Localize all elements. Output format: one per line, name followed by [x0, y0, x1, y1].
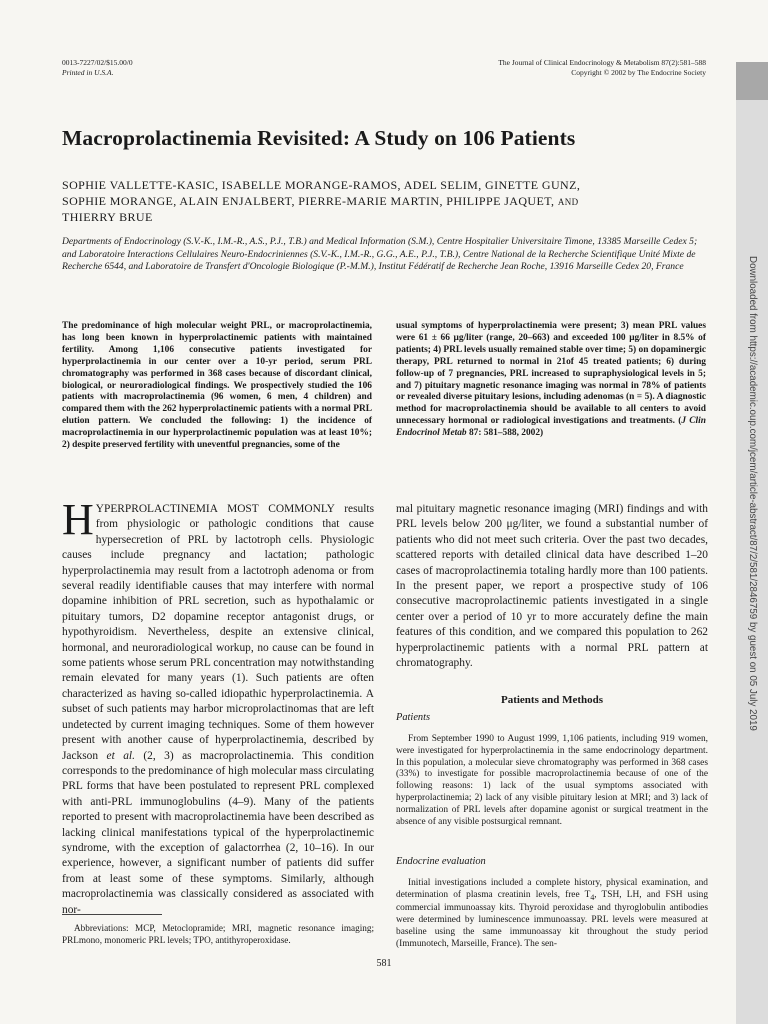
abstract-left: The predominance of high molecular weight PRL, or macroprolactinemia, has long been known in hyperprolactinemic patients with maintained fertility. Among 1,106 consecutive patients investigated for hyperprolactinemia in our center over a 10-yr period, serum PRL chromatography was performed in 368 cases because of discordant clinical, biological, or neuroradiological findings. We prospectively studied the 106 patients with macroprolactinemia (96 women, 6 men, 4 children) and compared them with the 262 hyperprolactinemic patients with a normal PRL elution pattern. We concluded the following: 1) the incidence of macroprolactinemia in our hyperprolactinemic population was at least 10%; 2) despite preserved fertility with uneventful pregnancies, some of the: [62, 321, 372, 451]
footnote: Abbreviations: MCP, Metoclopramide; MRI, magnetic resonance imaging; PRLmono, monomeric PRL levels; TPO, antithyroperoxidase.: [62, 923, 374, 945]
intro-right-column: [396, 502, 708, 671]
abstract-right-text: usual symptoms of hyperprolactinemia were present; 3) mean PRL values were 61 ± 66 μg/liter (range, 20–663) and exceeded 100 μg/liter in 8.5% of patients; 4) PRL levels usually remained stable over time; 5) on dopaminergic therapy, PRL returned to normal in 21of 45 treated patients; 6) during follow-up of 7 pregnancies, PRL increased to supraphysiological levels in 5; and 7) pituitary magnetic resonance imaging was normal in 78% of patients or revealed diverse pituitary lesions, including adenomas (n = 5). A diagnostic method for macroprolactinemia should be available to all centers to avoid unnecessary hormonal or radiological investigations and treatments. (: [396, 321, 706, 427]
citation-journal: J Clin Endocrinol Metab: [396, 416, 706, 439]
subsection-endocrine: Endocrine evaluation: [396, 856, 486, 867]
abstract-right: [396, 321, 706, 440]
header-right: [498, 58, 706, 78]
endocrine-text-end: , TSH, LH, and FSH using commercial immunoassay kits. Thyroid peroxidase and thyroglobulin antibodies were determined by luminescence immunoassay. PRL levels were measured at baseline using the same immunoassay kit throughout the study period (Immunotech, Marseille, France). The sen-: [396, 889, 709, 949]
header-left: [62, 58, 133, 78]
article-title: Macroprolactinemia Revisited: A Study on 106 Patients: [62, 126, 576, 150]
authors-line-2: [62, 194, 702, 211]
endocrine-text: Initial investigations included a complete history, physical examination, and determination of plasma creatinin levels, free T: [396, 878, 708, 900]
journal-line: The Journal of Clinical Endocrinology & Metabolism 87(2):581–588: [498, 58, 706, 67]
drop-cap: H: [62, 495, 94, 544]
subsection-patients: Patients: [396, 712, 431, 723]
authors-line-3: THIERRY BRUE: [62, 210, 153, 224]
intro-text-end: (2, 3) as macroprolactinemia. This condition corresponds to the predominance of high molecular mass circulating PRL forms that have been postulated to represent PRL complexed with anti-PRL immunoglobulins (4–9). Many of the patients reported to present with macroprolactinemia have been described as lacking clinical manifestations typical of the hyperprolactinemic syndrome, with the exception of galactorrhea (2, 10–16). In our experience, however, a significant number of patients did suffer from at least some of these symptoms. Similarly, although macroprolactinemia was classically considered as associated with nor-: [62, 749, 374, 916]
intro-paragraph: [62, 495, 374, 918]
et-al: et al.: [106, 749, 135, 762]
intro-left-column: [62, 495, 374, 918]
issn-line: 0013-7227/02/$15.00/0: [62, 58, 133, 67]
authors-line-1: SOPHIE VALLETTE-KASIC, ISABELLE MORANGE-RAMOS, ADEL SELIM, GINETTE GUNZ,: [62, 178, 581, 192]
printed-line: Printed in U.S.A.: [62, 68, 114, 77]
endocrine-paragraph: [396, 878, 708, 951]
t4-subscript: 4: [590, 892, 595, 902]
copyright-line: Copyright © 2002 by The Endocrine Society: [571, 68, 706, 77]
intro-text: results from physiologic or pathologic conditions that cause hypersecretion of PRL by lactotroph cells. Physiologic causes include pregnancy and lactation; pathologic hyperprolactinemia may result from a lactotroph adenoma or from several readily identifiable causes that may interfere with normal dopamine inhibition of PRL secretion, such as hypothalamic or pituitary tumors, D2 dopamine receptor antagonist drugs, or hypothyroidism. Nevertheless, despite an extensive clinical, hormonal, and neuroradiological workup, no cause can be found in some patients whose serum PRL concentration may notwithstanding remain elevated for many years (1). Such patients are often characterized as having so-called idiopathic hyperprolactinemia. A subset of such patients may harbor microprolactinomas that are left undetected by current imaging techniques. Some of them however present with another cause of hyperprolactinemia, described by Jackson: [62, 503, 374, 762]
lead-caps: YPERPROLACTINEMIA MOST COMMONLY: [95, 503, 335, 515]
citation-rest: 87: 581–588, 2002): [466, 428, 544, 439]
author-list: [62, 178, 702, 226]
authors-line-2-text: SOPHIE MORANGE, ALAIN ENJALBERT, PIERRE-MARIE MARTIN, PHILIPPE JAQUET,: [62, 193, 555, 208]
footnote-divider: [62, 914, 162, 915]
download-notice: Downloaded from https://academic.oup.com/jcem/article-abstract/87/2/581/2846759 by guest on 05 July 2019: [747, 256, 758, 731]
page-number: 581: [376, 958, 392, 969]
intro-continued: mal pituitary magnetic resonance imaging (MRI) findings and with PRL levels below 200 μg/liter, we found a substantial number of patients who did not meet such criteria. Over the past two decades, scattered reports with detailed clinical data have described 1–20 cases of macroprolactinemia totaling hardly more than 100 patients. In the present paper, we report a prospective study of 106 consecutive macroprolactinemic patients investigated in a single center over a period of 10 yr to more accurately define the main features of this condition, and we compared this population to 262 hyperprolactinemic patients with a normal PRL pattern at chromatography.: [396, 503, 708, 670]
affiliations: Departments of Endocrinology (S.V.-K., I.M.-R., A.S., P.J., T.B.) and Medical Information (S.M.), Centre Hospitalier Universitaire Timone, 13385 Marseille Cedex 5; and Laboratoire Interactions Cellulaires Neuro-Endocriniennes (S.V.-K., I.M.-R., G.G., A.E., P.J., T.B.), Centre National de la Recherche Scientifique Unité Mixte de Recherche 6544, and Laboratoire de Transfert d'Oncologie Biologique (P.-M.M.), Institut Fédératif de Recherche Jean Roche, 13916 Marseille Cedex 20, France: [62, 236, 698, 273]
authors-and: AND: [557, 196, 579, 207]
patients-paragraph: From September 1990 to August 1999, 1,106 patients, including 919 women, were investigated for hyperprolactinemia in the same endocrinology department. In this population, a molecular sieve chromatography was performed in 368 cases (33%) to investigate for possible macroprolactinemia because of one of the following reasons: 1) lack of the usual symptoms associated with hyperprolactinemia; 2) lack of any visible pituitary lesion at MRI; and 3) lack of normalization of PRL levels after dopamine agonist or surgical treatment in the absence of any visible postsurgical remnant.: [396, 734, 708, 827]
section-heading: Patients and Methods: [500, 694, 604, 706]
sidebar-band: [736, 62, 768, 100]
